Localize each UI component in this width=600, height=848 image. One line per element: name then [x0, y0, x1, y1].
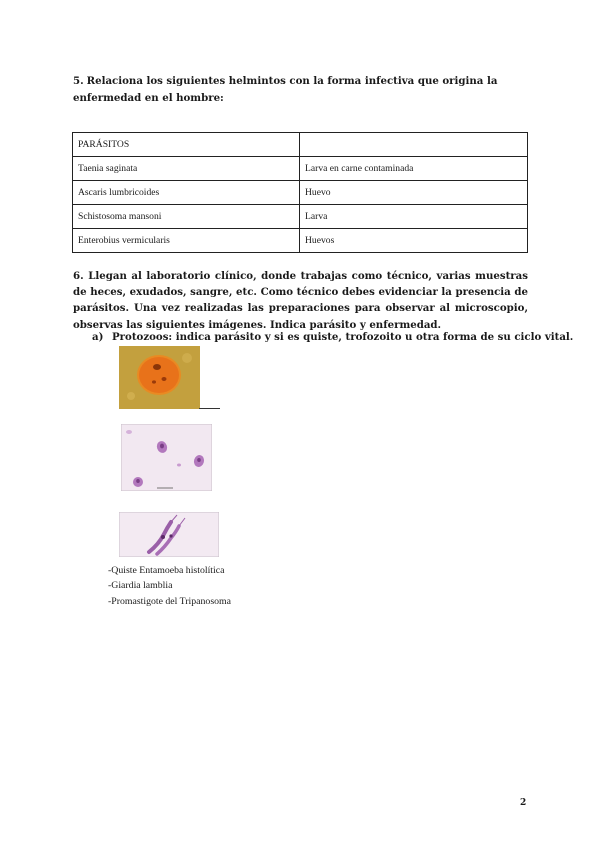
micrograph-giardia: [121, 424, 212, 491]
answers-list: [108, 563, 231, 609]
question-6: [73, 268, 528, 333]
table-row: [73, 181, 528, 205]
table-header-row: [73, 133, 528, 157]
parasites-table: [72, 132, 528, 253]
table-cell-form: Larva: [300, 205, 528, 229]
table-row: [73, 229, 528, 253]
question-5-text: Relaciona los siguientes helmintos con la forma infectiva que origina la enfermedad en el hombre:: [73, 75, 498, 104]
item-a-text: Protozoos: indica parásito y si es quiste, trofozoito u otra forma de su ciclo vital.: [112, 331, 574, 343]
question-5-number: 5.: [73, 75, 84, 87]
table-row: [73, 205, 528, 229]
micrograph-promastigote: [119, 512, 219, 557]
question-6-text: Llegan al laboratorio clínico, donde trabajas como técnico, varias muestras de heces, exudados, sangre, etc. Como técnico debes evidenciar la presencia de parásitos. Una vez realizadas las preparaciones para observar al microscopio, observas las siguientes imágenes. Indica parásito y enfermedad.: [73, 270, 528, 331]
table-header-cell: [300, 133, 528, 157]
answer-item: -Promastigote del Tripanosoma: [108, 595, 232, 607]
table-cell-parasite: Ascaris lumbricoides: [73, 181, 300, 205]
table-cell-form: Huevos: [300, 229, 528, 253]
answer-item: -Quiste Entamoeba histolítica: [108, 565, 225, 576]
table-cell-parasite: Schistosoma mansoni: [73, 205, 300, 229]
table-cell-parasite: Enterobius vermicularis: [73, 229, 300, 253]
question-6-item-a: [92, 331, 573, 343]
table-cell-parasite: Taenia saginata: [73, 157, 300, 181]
question-5: [73, 73, 528, 107]
table-row: [73, 157, 528, 181]
table-cell-form: Larva en carne contaminada: [300, 157, 528, 181]
micrograph-entamoeba-cyst: [119, 346, 200, 409]
table-header-cell: PARÁSITOS: [73, 133, 300, 157]
page-number: 2: [520, 798, 527, 808]
table-cell-form: Huevo: [300, 181, 528, 205]
question-6-number: 6.: [73, 270, 84, 282]
answer-item: -Giardia lamblia: [108, 580, 173, 592]
item-a-label: a): [92, 331, 104, 343]
image-underline: [199, 408, 220, 409]
